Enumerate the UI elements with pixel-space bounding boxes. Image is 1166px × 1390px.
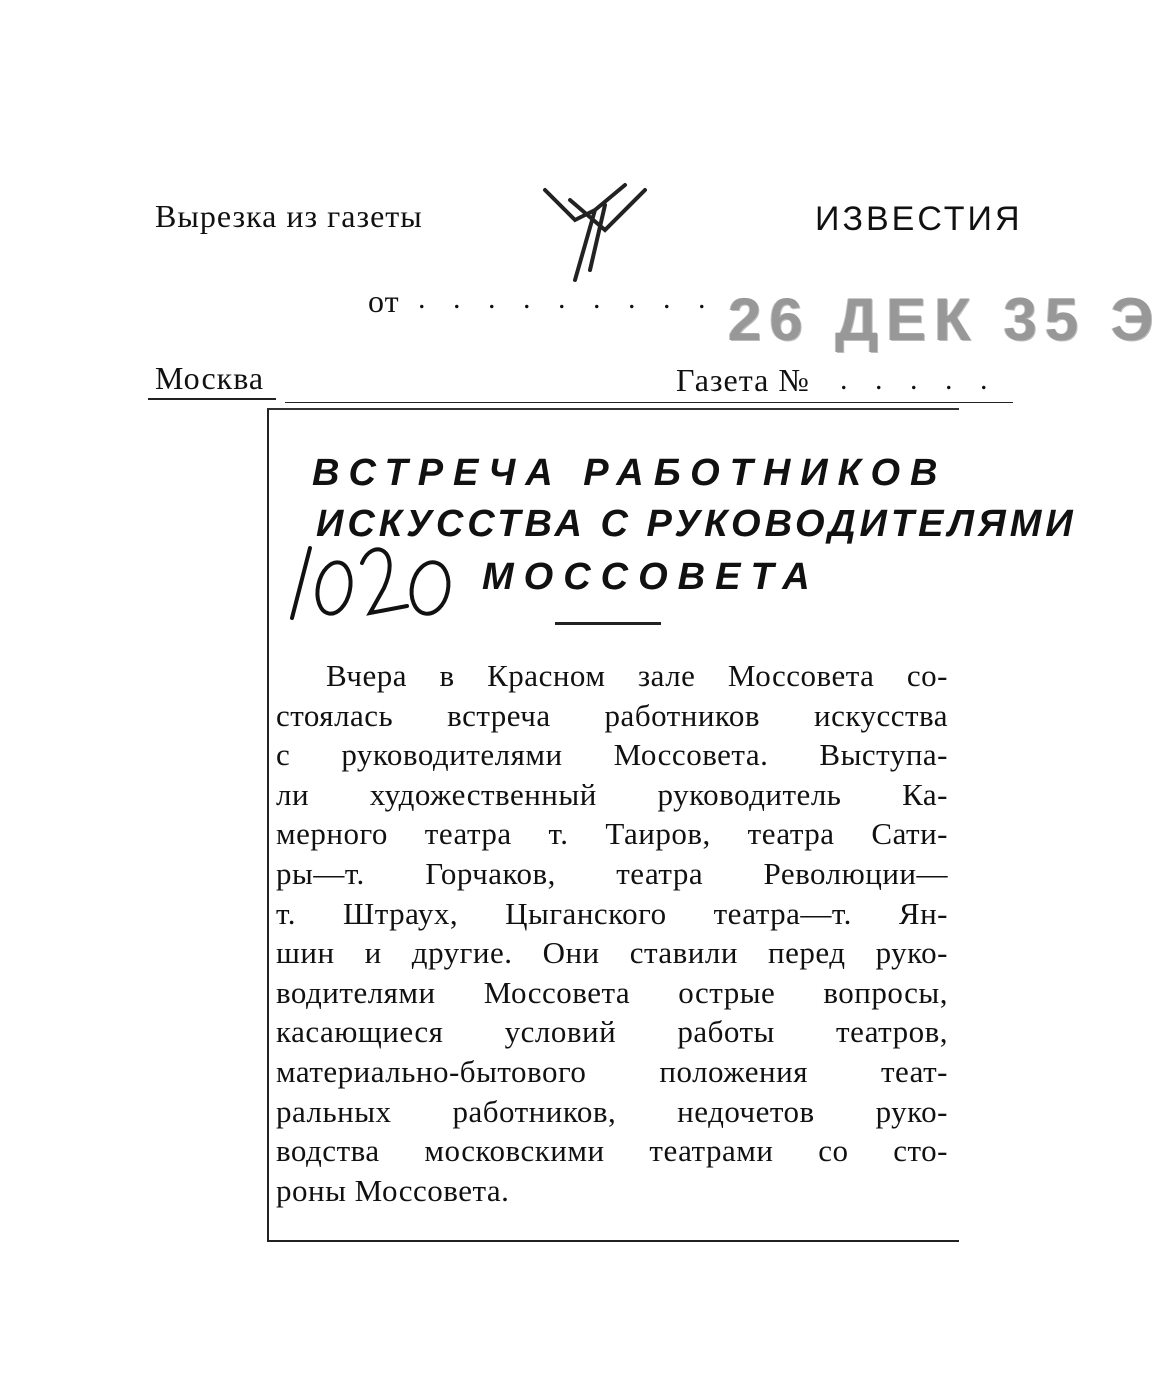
headline-line-2: ИСКУССТВА С РУКОВОДИТЕЛЯМИ xyxy=(316,503,1077,545)
city-label: Москва xyxy=(155,360,265,396)
body-line: водства московскими театрами со сто- xyxy=(276,1133,948,1169)
clipping-label: Вырезка из газеты xyxy=(155,198,423,234)
issue-dots: . . . . . xyxy=(840,363,998,396)
handwritten-number xyxy=(272,518,462,628)
body-line: ли художественный руководитель Ка- xyxy=(276,776,948,812)
from-label: от xyxy=(368,283,400,319)
body-line: мерного театра т. Таиров, театра Сати- xyxy=(276,816,948,852)
body-line: роны Моссовета. xyxy=(276,1172,510,1208)
headline-line-3: МОССОВЕТА xyxy=(482,556,820,598)
city-underline xyxy=(148,398,276,400)
handwritten-mark xyxy=(535,170,665,290)
body-line: шин и другие. Они ставили перед руко- xyxy=(276,935,948,971)
headline-line-1: ВСТРЕЧА РАБОТНИКОВ xyxy=(312,452,948,494)
body-line: т. Штраух, Цыганского театра—т. Ян- xyxy=(276,895,948,931)
body-line: касающиеся условий работы театров, xyxy=(276,1014,948,1050)
body-line: Вчера в Красном зале Моссовета со- xyxy=(326,658,948,693)
headline-divider xyxy=(555,622,661,625)
from-dots: . . . . . . . . . xyxy=(418,282,716,315)
body-line: ральных работников, недочетов руко- xyxy=(276,1093,948,1129)
body-line: стоялась встреча работников искусства xyxy=(276,697,948,733)
body-line: материально-бытового положения теат- xyxy=(276,1053,948,1089)
date-stamp: 26 ДЕК 35 Э xyxy=(728,286,1162,353)
body-line: ры—т. Горчаков, театра Революции— xyxy=(276,855,948,891)
body-line: водителями Моссовета острые вопросы, xyxy=(276,974,948,1010)
header-rule xyxy=(285,402,1013,403)
article-body xyxy=(276,656,948,1210)
body-line: с руководителями Моссовета. Выступа- xyxy=(276,737,948,773)
newspaper-name: ИЗВЕСТИЯ xyxy=(815,200,1023,238)
issue-label: Газета № xyxy=(676,362,810,398)
